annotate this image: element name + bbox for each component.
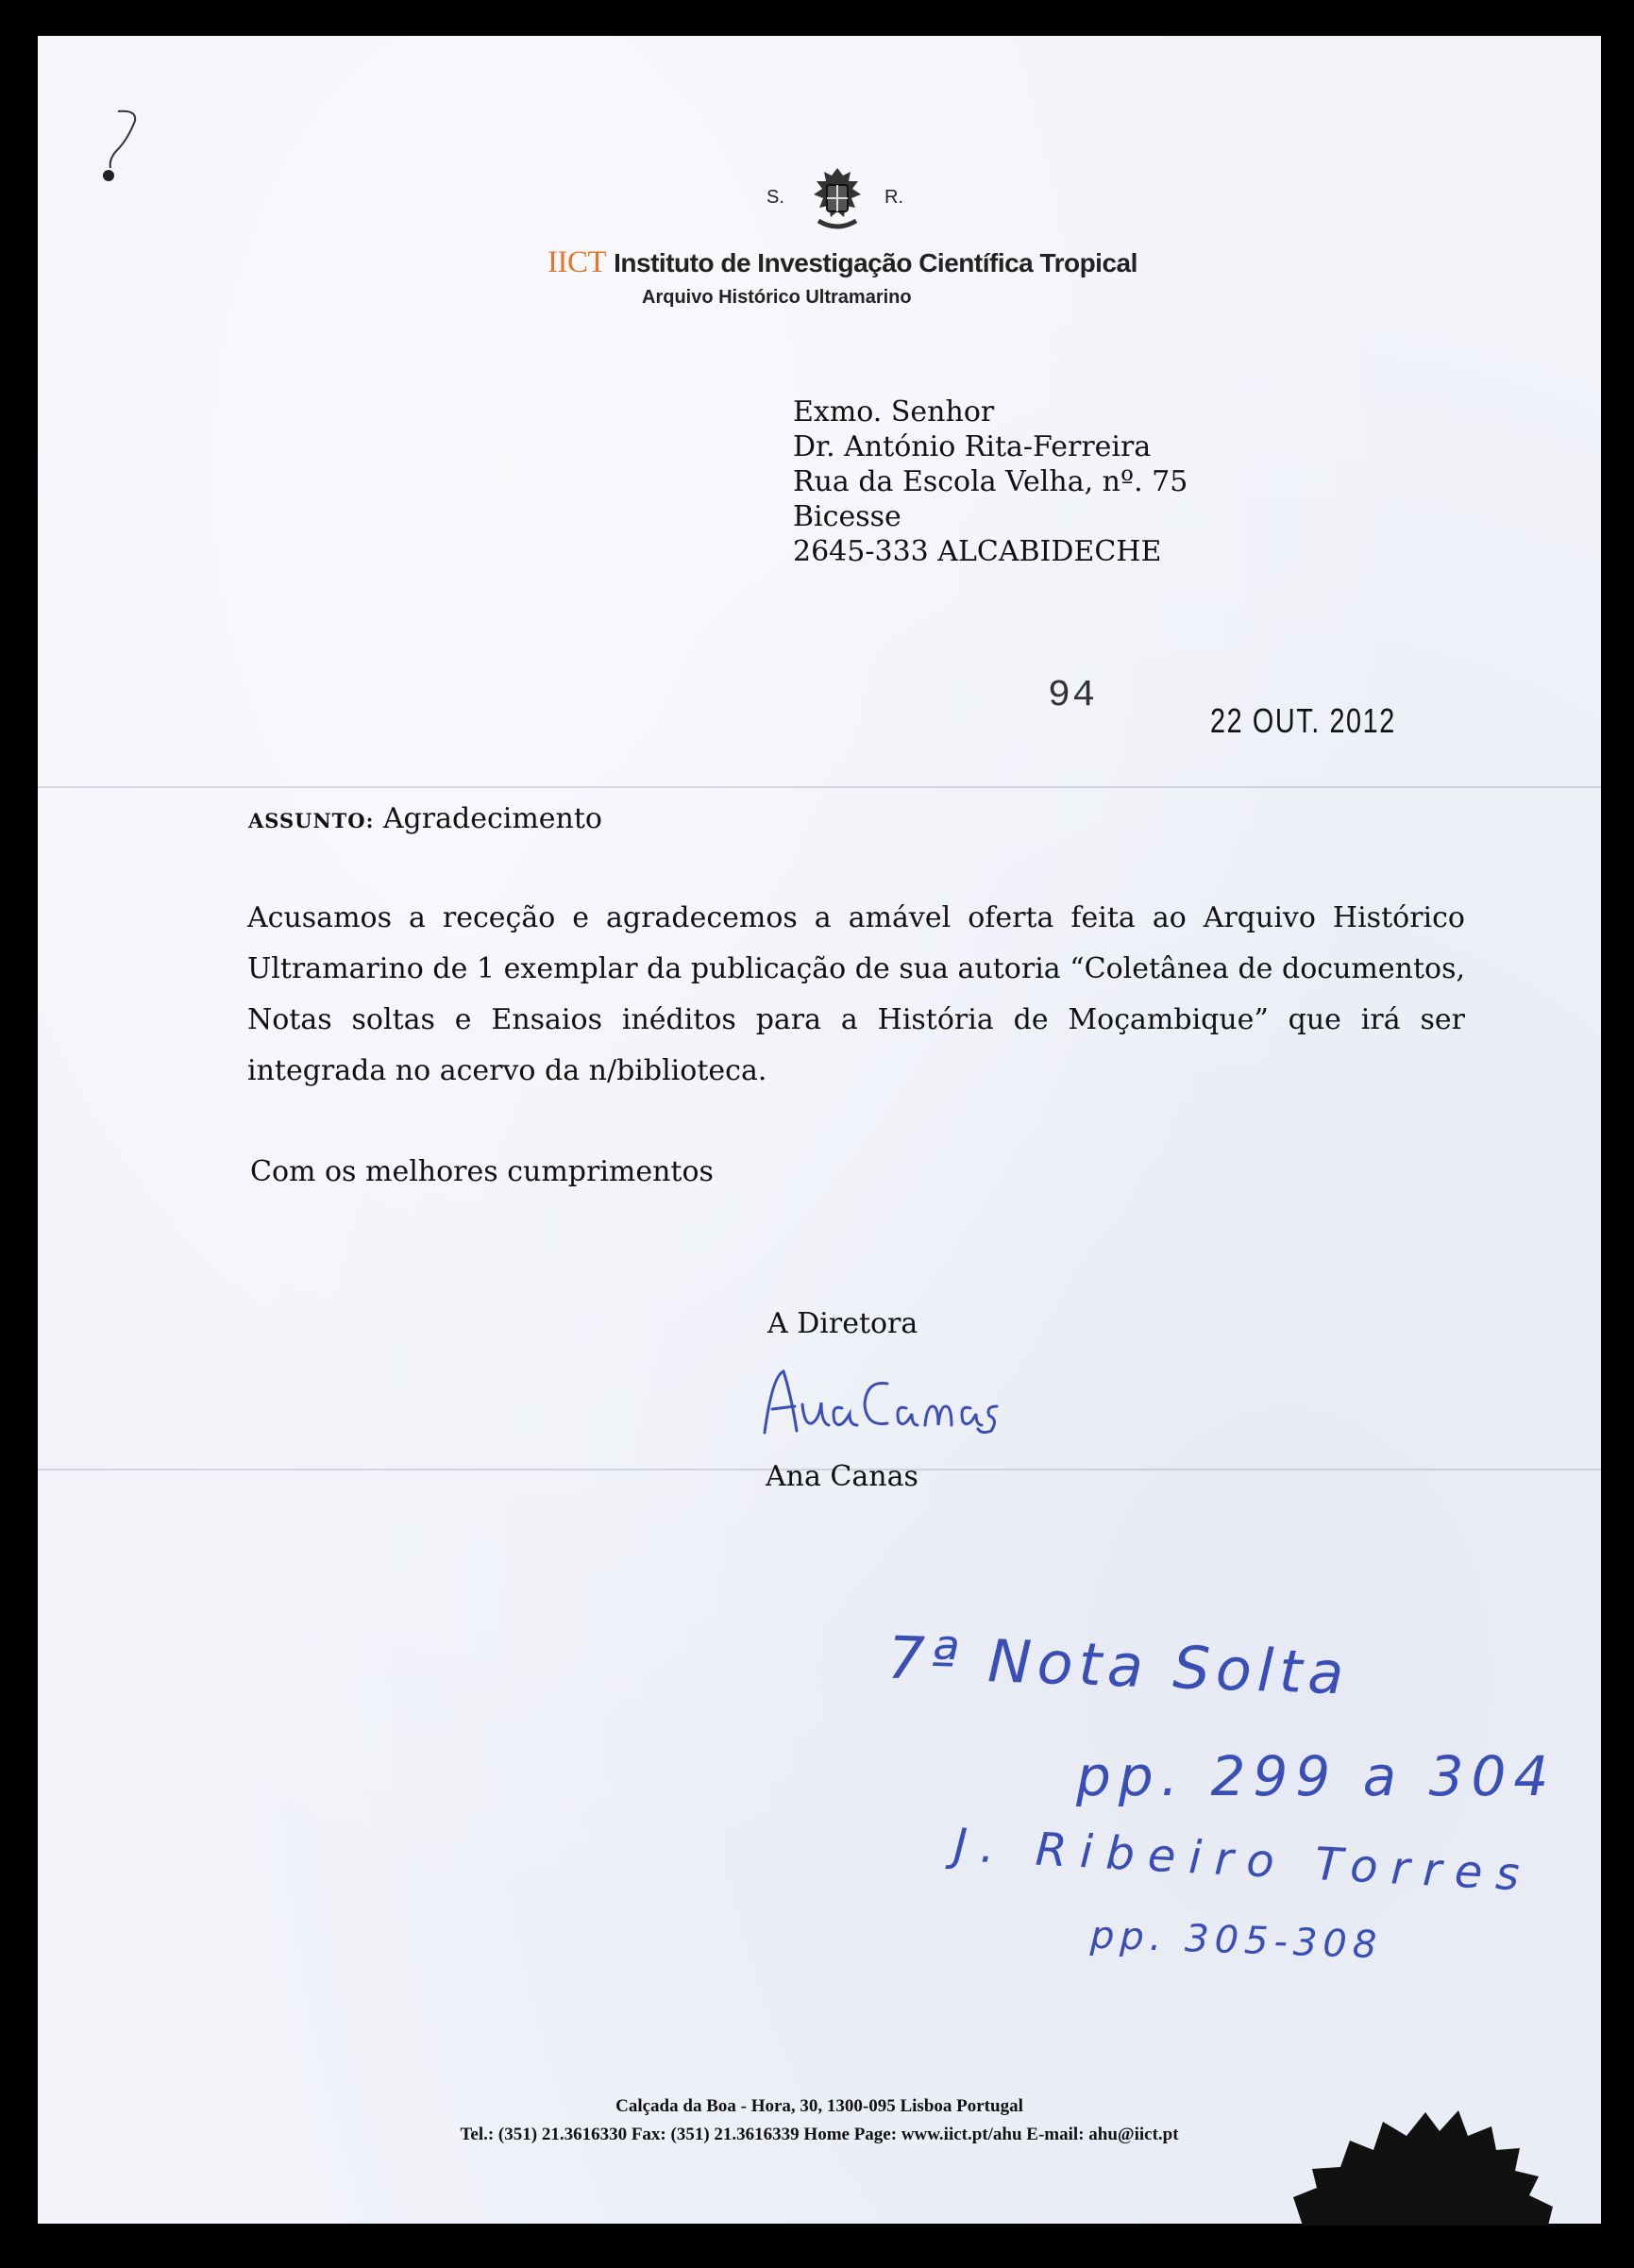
footer-contacts-text: Tel.: (351) 21.3616330 Fax: (351) 21.3616339 Home Page: www.iict.pt/ahu E-mail: ahu@iict.pt [460, 2125, 1179, 2144]
signer-role: A Diretora [767, 1307, 918, 1340]
handwritten-note: pp. 305-308 [1089, 1913, 1384, 1968]
date-stamp: 22 OUT. 2012 [1210, 701, 1396, 740]
recipient-line: Bicesse [793, 500, 901, 533]
paper-damage-mark [90, 102, 146, 187]
subject-text: Agradecimento [382, 802, 602, 835]
handwritten-note: 7ª Nota Solta [885, 1622, 1351, 1708]
handwritten-note: pp. 299 a 304 [1076, 1744, 1557, 1808]
recipient-line: Rua da Escola Velha, nº. 75 [793, 465, 1188, 498]
institute-abbreviation: IICT [547, 245, 607, 279]
recipient-line: Exmo. Senhor [793, 395, 995, 428]
handwritten-note: J. Ribeiro Torres [952, 1818, 1534, 1903]
ink-blot [1265, 2084, 1605, 2226]
institute-title [547, 245, 1137, 280]
recipient-line: Dr. António Rita-Ferreira [793, 430, 1152, 463]
signer-name: Ana Canas [766, 1460, 918, 1493]
letter-page [38, 36, 1601, 2224]
footer-address-text: Calçada da Boa - Hora, 30, 1300-095 Lisboa Portugal [615, 2096, 1023, 2116]
recipient-address [793, 395, 1188, 569]
recipient-line: 2645-333 ALCABIDECHE [793, 535, 1162, 568]
archive-name: Arquivo Histórico Ultramarino [642, 287, 912, 308]
crest-left-letter: S. [766, 187, 784, 208]
institute-name: Instituto de Investigação Científica Tropical [614, 248, 1137, 277]
coat-of-arms-icon [804, 164, 870, 240]
fold-line [38, 786, 1601, 788]
handwritten-signature [755, 1357, 1001, 1452]
reference-number: 94 [1048, 675, 1098, 717]
letter-body: Acusamos a receção e agradecemos a amável oferta feita ao Arquivo Histórico Ultramarino de 1 exemplar da publicação de sua autoria “Coletânea de documentos, Notas soltas e Ensaios inéditos para a História de Moçambique” que irá ser integrada no acervo da n/biblioteca. [247, 901, 1465, 1087]
subject-line [248, 802, 602, 835]
subject-label: ASSUNTO: [248, 809, 375, 832]
closing-line: Com os melhores cumprimentos [250, 1155, 714, 1188]
crest-right-letter: R. [884, 187, 903, 208]
